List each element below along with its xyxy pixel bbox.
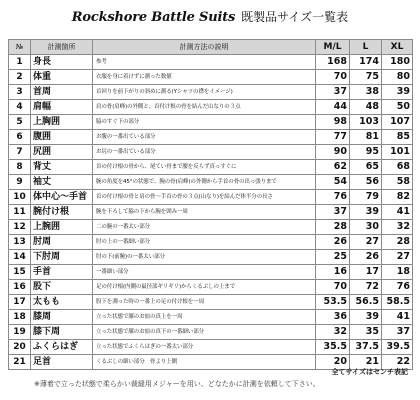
table-row bbox=[9, 175, 413, 190]
measure-point: 手首 bbox=[31, 265, 93, 280]
table-row bbox=[9, 70, 413, 85]
size-xl-value: 41 bbox=[382, 205, 413, 220]
table-row bbox=[9, 100, 413, 115]
table-row bbox=[9, 295, 413, 310]
size-ml-value: 54 bbox=[316, 175, 350, 190]
table-body bbox=[9, 55, 413, 370]
table-row bbox=[9, 220, 413, 235]
measure-point: 上胸囲 bbox=[31, 115, 93, 130]
size-l-value: 27 bbox=[350, 235, 382, 250]
measure-method: くるぶしの細い部分 骨より上側 bbox=[93, 355, 316, 370]
page-title: 既製品サイズ一覧表 bbox=[241, 10, 349, 24]
measure-method: 立った状態で膝のお皿の真下の一番細い部分 bbox=[93, 325, 316, 340]
size-l-value: 38 bbox=[350, 85, 382, 100]
measure-point: 背丈 bbox=[31, 160, 93, 175]
size-ml-value: 76 bbox=[316, 190, 350, 205]
row-number: 13 bbox=[9, 235, 31, 250]
measure-method: お尻の一番出ている部分 bbox=[93, 145, 316, 160]
header bbox=[0, 6, 420, 32]
measure-method: 首の付け根の骨から、尾てい骨まで腰を反らず真っすぐに bbox=[93, 160, 316, 175]
measure-method: 足の付け根(内側の鼠径部ギリギリ)からくるぶしの上まで bbox=[93, 280, 316, 295]
size-l-value: 17 bbox=[350, 265, 382, 280]
size-ml-value: 20 bbox=[316, 355, 350, 370]
table-row bbox=[9, 250, 413, 265]
measure-method: 立った状態で膝のお皿の真上を一周 bbox=[93, 310, 316, 325]
row-number: 2 bbox=[9, 70, 31, 85]
measure-method: 腕を下ろして脇の下から腕を囲み一周 bbox=[93, 205, 316, 220]
size-l-value: 48 bbox=[350, 100, 382, 115]
table-row bbox=[9, 265, 413, 280]
size-ml-value: 168 bbox=[316, 55, 350, 70]
table-row bbox=[9, 340, 413, 355]
col-header-l: L bbox=[350, 40, 382, 55]
col-header-method: 計測方法の説明 bbox=[93, 40, 316, 55]
size-ml-value: 77 bbox=[316, 130, 350, 145]
size-l-value: 81 bbox=[350, 130, 382, 145]
size-xl-value: 82 bbox=[382, 190, 413, 205]
row-number: 9 bbox=[9, 175, 31, 190]
size-l-value: 21 bbox=[350, 355, 382, 370]
size-ml-value: 16 bbox=[316, 265, 350, 280]
measure-point: 下肘周 bbox=[31, 250, 93, 265]
size-l-value: 26 bbox=[350, 250, 382, 265]
size-xl-value: 101 bbox=[382, 145, 413, 160]
table-row bbox=[9, 130, 413, 145]
measure-point: 膝周 bbox=[31, 310, 93, 325]
size-xl-value: 27 bbox=[382, 250, 413, 265]
size-ml-value: 53.5 bbox=[316, 295, 350, 310]
row-number: 7 bbox=[9, 145, 31, 160]
size-xl-value: 107 bbox=[382, 115, 413, 130]
size-ml-value: 62 bbox=[316, 160, 350, 175]
measure-point: 足首 bbox=[31, 355, 93, 370]
measure-point: 袖丈 bbox=[31, 175, 93, 190]
measure-method: 股下を測った時の一番上の足の付け根を一周 bbox=[93, 295, 316, 310]
row-number: 4 bbox=[9, 100, 31, 115]
row-number: 19 bbox=[9, 325, 31, 340]
measure-method: 腕の角度を45°の状態で、腕の骨(肩峰)の外側から手首の骨の出っ張りまで bbox=[93, 175, 316, 190]
size-l-value: 56.5 bbox=[350, 295, 382, 310]
measure-point: ふくらはぎ bbox=[31, 340, 93, 355]
size-xl-value: 180 bbox=[382, 55, 413, 70]
size-l-value: 56 bbox=[350, 175, 382, 190]
row-number: 20 bbox=[9, 340, 31, 355]
brand-logo: Rockshore Battle Suits bbox=[71, 10, 236, 25]
size-xl-value: 76 bbox=[382, 280, 413, 295]
size-xl-value: 32 bbox=[382, 220, 413, 235]
row-number: 5 bbox=[9, 115, 31, 130]
row-number: 21 bbox=[9, 355, 31, 370]
size-xl-value: 68 bbox=[382, 160, 413, 175]
unit-note: 全てサイズはセンチ表記 bbox=[331, 368, 408, 376]
row-number: 11 bbox=[9, 205, 31, 220]
measure-method: 脇のすぐ下の部分 bbox=[93, 115, 316, 130]
measure-method: 肘の上の一番細い部分 bbox=[93, 235, 316, 250]
size-ml-value: 70 bbox=[316, 280, 350, 295]
measure-point: 肩幅 bbox=[31, 100, 93, 115]
size-xl-value: 39.5 bbox=[382, 340, 413, 355]
size-l-value: 65 bbox=[350, 160, 382, 175]
measure-method: 肩の骨(肩峰)の外側と、首付け根の骨を結んだ山なりの３点 bbox=[93, 100, 316, 115]
size-ml-value: 28 bbox=[316, 220, 350, 235]
size-l-value: 39 bbox=[350, 205, 382, 220]
size-ml-value: 36 bbox=[316, 310, 350, 325]
table-row bbox=[9, 115, 413, 130]
table-row bbox=[9, 55, 413, 70]
col-header-ml: M/L bbox=[316, 40, 350, 55]
size-xl-value: 18 bbox=[382, 265, 413, 280]
table-row bbox=[9, 310, 413, 325]
measure-method: 肘の下(前腕)の一番太い部分 bbox=[93, 250, 316, 265]
row-number: 18 bbox=[9, 310, 31, 325]
col-header-xl: XL bbox=[382, 40, 413, 55]
size-xl-value: 80 bbox=[382, 70, 413, 85]
size-ml-value: 90 bbox=[316, 145, 350, 160]
row-number: 10 bbox=[9, 190, 31, 205]
measure-point: 肘周 bbox=[31, 235, 93, 250]
measure-method: 一番細い部分 bbox=[93, 265, 316, 280]
table-row bbox=[9, 85, 413, 100]
size-ml-value: 37 bbox=[316, 85, 350, 100]
row-number: 12 bbox=[9, 220, 31, 235]
size-ml-value: 70 bbox=[316, 70, 350, 85]
measure-method: 首回りを前下がりの斜めに測る(Yシャツの襟をイメージ) bbox=[93, 85, 316, 100]
size-xl-value: 58 bbox=[382, 175, 413, 190]
size-l-value: 72 bbox=[350, 280, 382, 295]
size-l-value: 39 bbox=[350, 310, 382, 325]
table-row bbox=[9, 235, 413, 250]
measure-point: 体中心～手首 bbox=[31, 190, 93, 205]
measure-point: 首周 bbox=[31, 85, 93, 100]
size-l-value: 30 bbox=[350, 220, 382, 235]
size-xl-value: 58.5 bbox=[382, 295, 413, 310]
size-l-value: 75 bbox=[350, 70, 382, 85]
row-number: 17 bbox=[9, 295, 31, 310]
measure-point: 腕付け根 bbox=[31, 205, 93, 220]
row-number: 15 bbox=[9, 265, 31, 280]
size-l-value: 174 bbox=[350, 55, 382, 70]
size-table bbox=[8, 39, 413, 370]
size-xl-value: 22 bbox=[382, 355, 413, 370]
measure-note: ※薄着で立った状態で柔らかい裁縫用メジャーを用い、どなたかに計測を依頼して下さい。 bbox=[34, 380, 320, 388]
table-row bbox=[9, 190, 413, 205]
measure-point: 上腕囲 bbox=[31, 220, 93, 235]
col-header-no: № bbox=[9, 40, 31, 55]
table-row bbox=[9, 325, 413, 340]
size-xl-value: 50 bbox=[382, 100, 413, 115]
size-l-value: 95 bbox=[350, 145, 382, 160]
row-number: 14 bbox=[9, 250, 31, 265]
size-ml-value: 44 bbox=[316, 100, 350, 115]
table-row bbox=[9, 205, 413, 220]
size-xl-value: 85 bbox=[382, 130, 413, 145]
row-number: 16 bbox=[9, 280, 31, 295]
size-ml-value: 98 bbox=[316, 115, 350, 130]
measure-method: 立った状態でふくらはぎの一番太い部分 bbox=[93, 340, 316, 355]
table-row bbox=[9, 145, 413, 160]
measure-method: 衣服を身に着けずに測った数値 bbox=[93, 70, 316, 85]
size-l-value: 35 bbox=[350, 325, 382, 340]
row-number: 1 bbox=[9, 55, 31, 70]
size-ml-value: 25 bbox=[316, 250, 350, 265]
measure-method: 首の付け根の骨と肩の骨～手首の骨の３点(山なり)を結んだ体半分の長さ bbox=[93, 190, 316, 205]
size-ml-value: 26 bbox=[316, 235, 350, 250]
table-row bbox=[9, 280, 413, 295]
size-ml-value: 35.5 bbox=[316, 340, 350, 355]
row-number: 8 bbox=[9, 160, 31, 175]
size-xl-value: 39 bbox=[382, 85, 413, 100]
measure-point: 膝下周 bbox=[31, 325, 93, 340]
measure-point: 身長 bbox=[31, 55, 93, 70]
measure-point: 体重 bbox=[31, 70, 93, 85]
measure-point: 太もも bbox=[31, 295, 93, 310]
size-xl-value: 37 bbox=[382, 325, 413, 340]
table-header-row bbox=[9, 40, 413, 55]
table-row bbox=[9, 160, 413, 175]
size-l-value: 37.5 bbox=[350, 340, 382, 355]
measure-point: 尻囲 bbox=[31, 145, 93, 160]
measure-point: 腹囲 bbox=[31, 130, 93, 145]
measure-method: 参考 bbox=[93, 55, 316, 70]
size-xl-value: 28 bbox=[382, 235, 413, 250]
measure-point: 股下 bbox=[31, 280, 93, 295]
row-number: 6 bbox=[9, 130, 31, 145]
size-ml-value: 32 bbox=[316, 325, 350, 340]
measure-method: 二の腕の一番太い部分 bbox=[93, 220, 316, 235]
col-header-part: 計測箇所 bbox=[31, 40, 93, 55]
row-number: 3 bbox=[9, 85, 31, 100]
measure-method: お腹の一番出ている部分 bbox=[93, 130, 316, 145]
size-ml-value: 37 bbox=[316, 205, 350, 220]
size-xl-value: 41 bbox=[382, 310, 413, 325]
size-l-value: 103 bbox=[350, 115, 382, 130]
size-l-value: 79 bbox=[350, 190, 382, 205]
